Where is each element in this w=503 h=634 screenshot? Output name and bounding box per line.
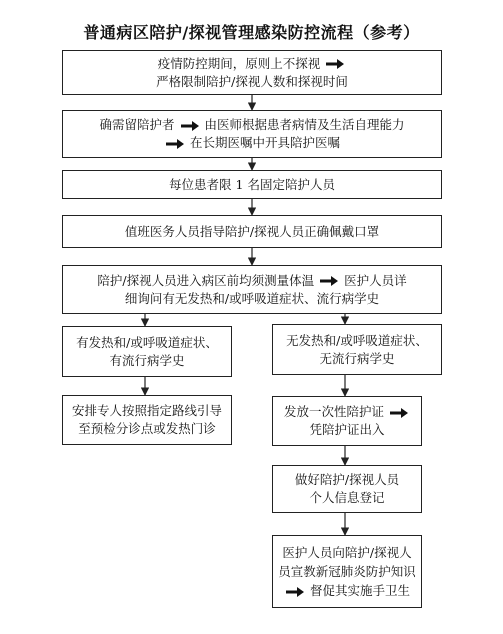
step-one-escort-text: 每位患者限 1 名固定陪护人员 [169, 176, 335, 192]
right-arrow-icon [166, 139, 184, 149]
branch-symptomatic-box [62, 326, 232, 377]
right-arrow-icon [326, 59, 344, 69]
step-guide-to-triage-box [62, 395, 232, 445]
step-registration-line-1: 做好陪护/探视人员 [294, 472, 400, 487]
step-no-visit-line-2: 严格限制陪护/探视人数和探视时间 [156, 73, 348, 89]
branch-symptomatic-line-1: 有发热和/或呼吸道症状、 [76, 334, 218, 350]
right-arrow-icon [181, 121, 199, 131]
step-mask-guidance-box [62, 215, 442, 248]
step-mask-guidance-text: 值班医务人员指导陪护/探视人员正确佩戴口罩 [124, 223, 380, 239]
step-education-box [272, 535, 422, 608]
branch-asymptomatic-line-2: 无流行病学史 [319, 350, 395, 366]
step-education-line-1: 医护人员向陪护/探视人 [282, 545, 412, 560]
right-arrow-icon [320, 276, 338, 286]
page-title: 普通病区陪护/探视管理感染防控流程（参考） [83, 23, 420, 42]
step-no-visit-line-1: 疫情防控期间，原则上不探视 [158, 55, 347, 73]
branch-symptomatic-line-2: 有流行病学史 [109, 352, 185, 368]
step-escort-pass-box [272, 396, 422, 446]
step-escort-pass-line-1: 发放一次性陪护证 [284, 403, 410, 421]
branch-asymptomatic-box [272, 324, 442, 375]
step-temperature-check-box [62, 265, 442, 314]
step-education-line-2: 员宣教新冠肺炎防护知识 [278, 564, 416, 579]
step-escort-order-line-1: 确需留陪护者 由医师根据患者病情及生活自理能力 [99, 117, 405, 132]
step-no-visit-box [62, 50, 442, 95]
step-temperature-check-line-1: 陪护/探视人员进入病区前均须测量体温 医护人员详 [97, 272, 407, 288]
step-registration-box [272, 465, 422, 513]
step-guide-to-triage-line-1: 安排专人按照指定路线引导 [71, 403, 222, 418]
right-arrow-icon [286, 587, 304, 597]
branch-asymptomatic-line-1: 无发热和/或呼吸道症状、 [286, 332, 428, 348]
step-guide-to-triage-line-2: 至预检分诊点或发热门诊 [78, 421, 216, 436]
step-escort-order-box [62, 110, 442, 158]
step-temperature-check-line-2: 细询问有无发热和/或呼吸道症状、流行病学史 [124, 290, 380, 306]
step-education-line-3: 督促其实施手卫生 [284, 581, 410, 600]
right-arrow-icon [390, 408, 408, 418]
step-escort-order-line-2: 在长期医嘱中开具陪护医嘱 [164, 134, 340, 152]
step-registration-line-2: 个人信息登记 [309, 490, 385, 505]
step-escort-pass-line-2: 凭陪护证出入 [309, 422, 385, 437]
step-one-escort-box [62, 170, 442, 199]
